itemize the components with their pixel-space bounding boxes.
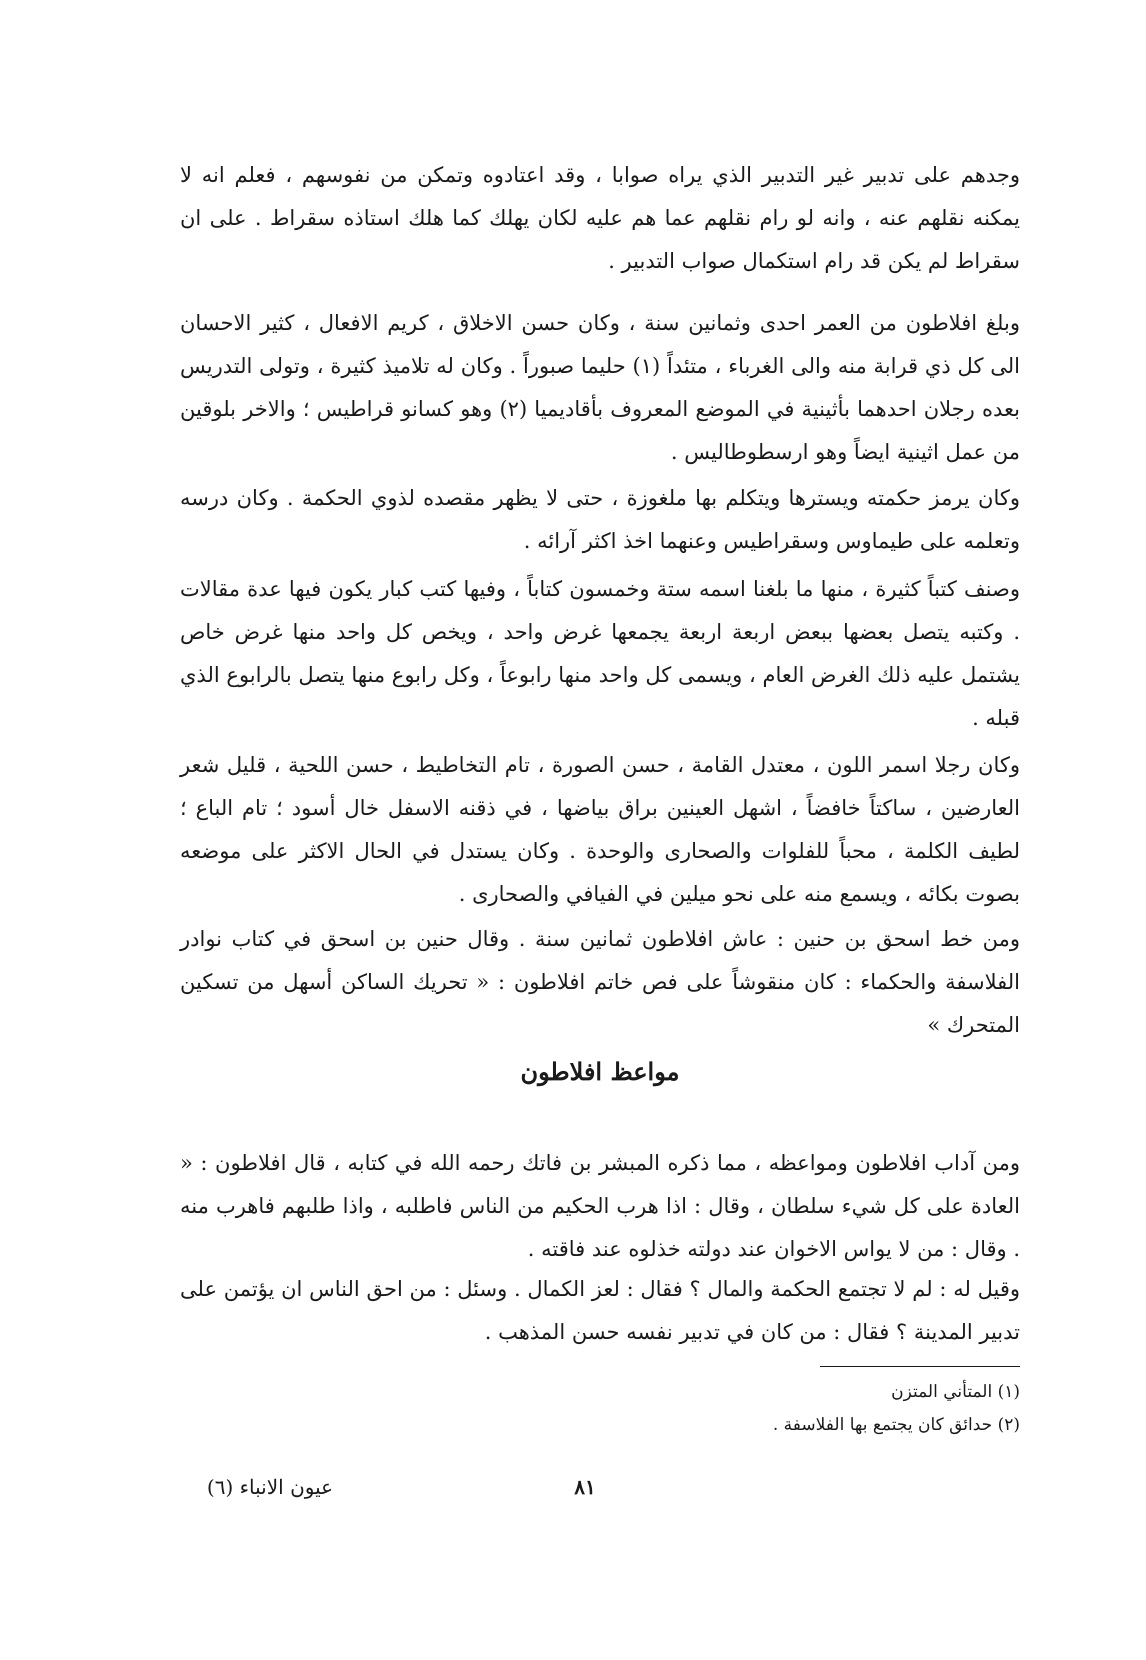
page-number: ٨١ [574,1475,596,1499]
footnote-2: (٢) حدائق كان يجتمع بها الفلاسفة . [772,1415,1020,1435]
running-footer: عيون الانباء (٦) [206,1475,334,1499]
paragraph-4: وصنف كتباً كثيرة ، منها ما بلغنا اسمه ستة وخمسون كتاباً ، وفيها كتب كبار يكون فيها عدة مقالات . وكتبه يتصل بعضها ببعض اربعة اربعة يجمعها غرض واحد ، ويخص كل واحد منها غرض خاص يشتمل عليه ذلك الغرض العام ، ويسمى كل واحد منها رابوعاً ، وكل رابوع منها يتصل بالرابوع الذي قبله . [180,577,1020,730]
footnote-divider [820,1366,1020,1367]
paragraph-5: وكان رجلا اسمر اللون ، معتدل القامة ، حسن الصورة ، تام التخاطيط ، حسن اللحية ، قليل شعر العارضين ، ساكتاً خافضاً ، اشهل العينين براق بياضها ، في ذقنه الاسفل خال أسود ؛ تام الباع ؛ لطيف الكلمة ، محباً للفلوات والصحارى والوحدة . وكان يستدل في الحال الاكثر على موضعه بصوت بكائه ، ويسمع منه على نحو ميلين في الفيافي والصحارى . [180,753,1020,906]
section-heading: مواعظ افلاطون [520,1057,680,1086]
footnotes [560,1376,1020,1442]
footnote-1: (١) المتأني المتزن [891,1382,1020,1402]
paragraph-7: ومن آداب افلاطون ومواعظه ، مما ذكره المبشر بن فاتك رحمه الله في كتابه ، قال افلاطون : « العادة على كل شيء سلطان ، وقال : اذا هرب الحكيم من الناس فاطلبه ، واذا طلبهم فاهرب منه . وقال : من لا يواس الاخوان عند دولته خذلوه عند فاقته . [180,1151,1020,1261]
paragraph-2: وبلغ افلاطون من العمر احدى وثمانين سنة ، وكان حسن الاخلاق ، كريم الافعال ، كثير الاحسان الى كل ذي قرابة منه والى الغرباء ، متئداً (١) حليما صبوراً . وكان له تلاميذ كثيرة ، وتولى التدريس بعده رجلان احدهما بأثينية في الموضع المعروف بأقاديميا (٢) وهو كسانو قراطيس ؛ والاخر بلوقين من عمل اثينية ايضاً وهو ارسطوطاليس . [180,311,1021,464]
paragraph-3: وكان يرمز حكمته ويسترها ويتكلم بها ملغوزة ، حتى لا يظهر مقصده لذوي الحكمة . وكان درسه وتعلمه على طيماوس وسقراطيس وعنهما اخذ اكثر آرائه . [180,486,1020,553]
paragraph-6: ومن خط اسحق بن حنين : عاش افلاطون ثمانين سنة . وقال حنين بن اسحق في كتاب نوادر الفلاسفة والحكماء : كان منقوشاً على فص خاتم افلاطون : « تحريك الساكن أسهل من تسكين المتحرك » [180,927,1020,1037]
paragraph-1: وجدهم على تدبير غير التدبير الذي يراه صوابا ، وقد اعتادوه وتمكن من نفوسهم ، فعلم انه لا يمكنه نقلهم عنه ، وانه لو رام نقلهم عما هم عليه لكان يهلك كما هلك استاذه سقراط . على ان سقراط لم يكن قد رام استكمال صواب التدبير . [180,163,1020,273]
paragraph-8: وقيل له : لم لا تجتمع الحكمة والمال ؟ فقال : لعز الكمال . وسئل : من احق الناس ان يؤتمن على تدبير المدينة ؟ فقال : من كان في تدبير نفسه حسن المذهب . [180,1277,1020,1344]
